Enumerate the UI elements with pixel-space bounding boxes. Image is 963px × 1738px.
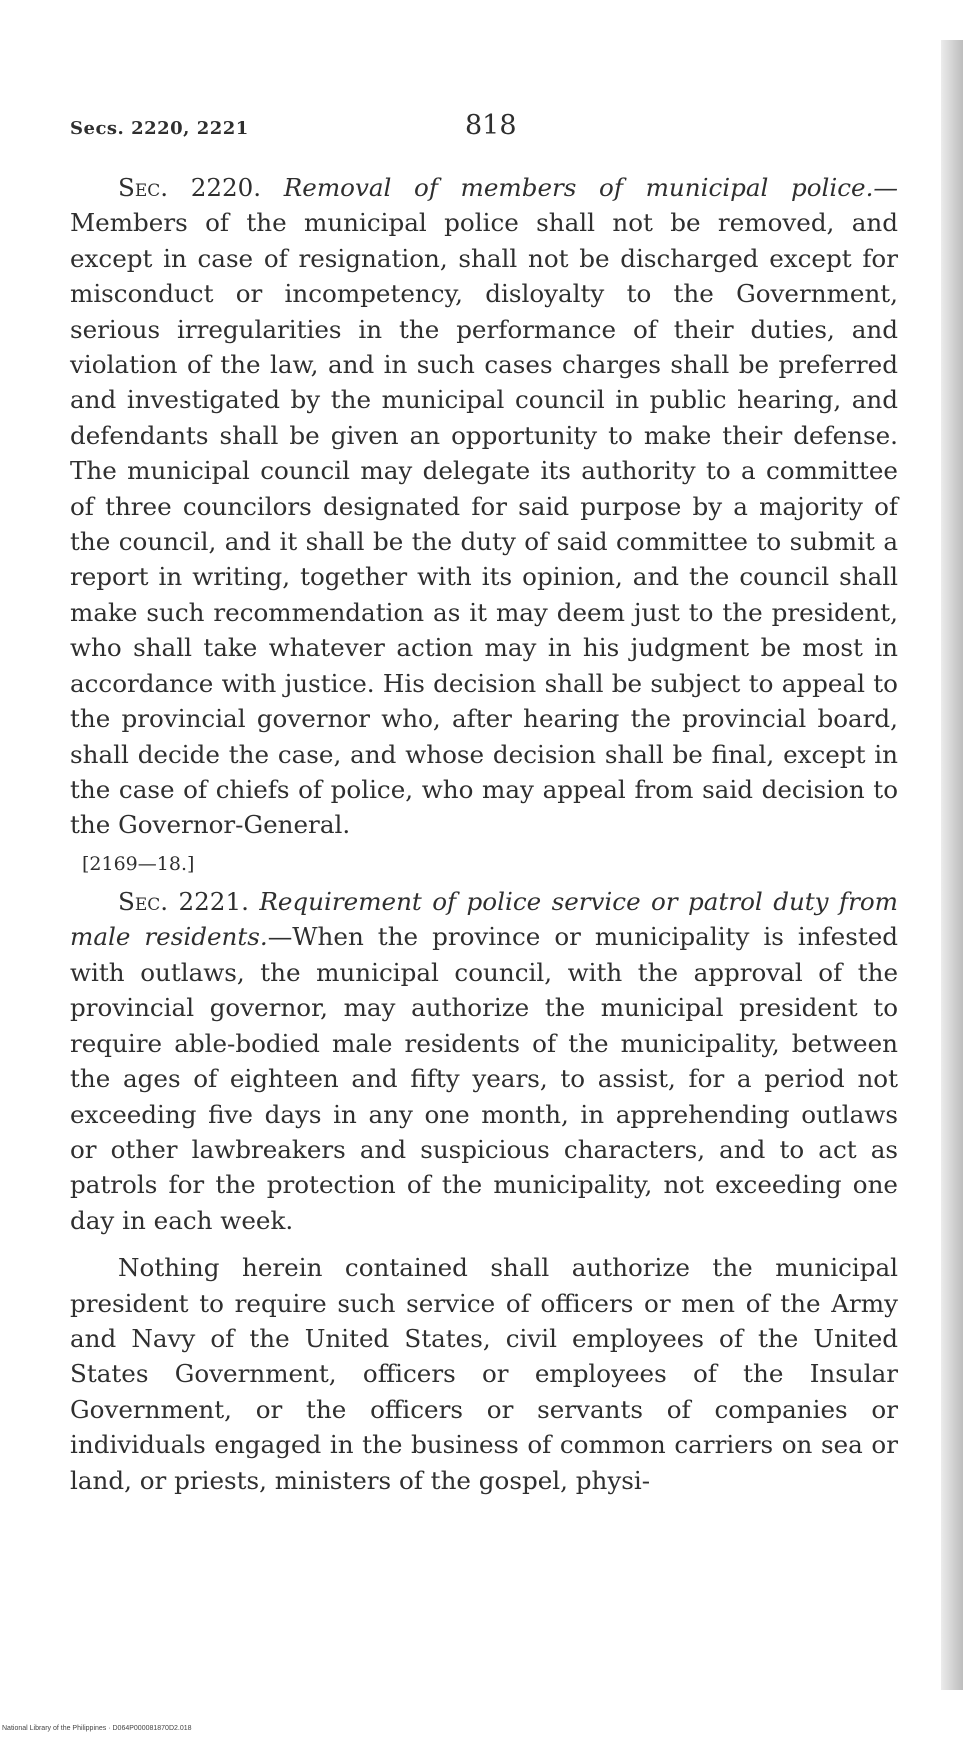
section-body: —When the province or municipality is infested with outlaws, the municipal council, with the approval of the provincial governor, may authorize the municipal president to require able-bodied male residents of the municipality, between the ages of eighteen and fifty years, to assist, for a period not exceeding five days in any one month, in apprehending outlaws or other lawbreakers and suspicious characters, and to act as patrols for the protection of the municipality, not exceeding one day in each week. — [70, 922, 899, 1235]
section-2221 — [70, 884, 898, 1238]
page-content — [70, 170, 898, 1498]
section-body: Members of the municipal police shall not be removed, and except in case of resignation, shall not be discharged except for misconduct or incompetency, disloyalty to the Government, serious irregularities in the performance of their duties, and violation of the law, and in such cases charges shall be preferred and investigated by the municipal council in public hearing, and defendants shall be given an opportunity to make their defense. The municipal council may delegate its authority to a committee of three councilors designated for said purpose by a majority of the council, and it shall be the duty of said committee to submit a report in writing, together with its opinion, and the council shall make such recommendation as it may deem just to the president, who shall take whatever action may in his judgment be most in accordance with justice. His decision shall be subject to appeal to the provincial governor who, after hearing the provincial board, shall decide the case, and whose decision shall be final, except in the case of chiefs of police, who may appeal from said decision to the Governor-General. — [70, 208, 898, 840]
citation: [2169—18.] — [82, 852, 195, 875]
section-2220 — [70, 170, 898, 843]
page-number: 818 — [465, 110, 517, 141]
body-paragraph: Nothing herein contained shall authorize the municipal president to require such service of officers or men of the Army and Navy of the United States, civil employees of the United States Government, officers or employees of the Insular Government, or the officers or servants of companies or individuals engaged in the business of common carriers on sea or land, or priests, ministers of the gospel, physi- — [70, 1253, 898, 1495]
section-label: Sec. 2220. — [118, 173, 262, 202]
page-edge — [941, 40, 963, 1690]
scan-footer: National Library of the Philippines · D064P000081870D2.018 — [2, 1725, 192, 1732]
section-heading: Removal of members of municipal police.— — [283, 173, 899, 202]
section-heading: Requirement of police service or patrol duty from male residents. — [70, 887, 898, 952]
page-header — [70, 110, 900, 150]
section-label: Sec. 2221. — [118, 887, 249, 917]
section-reference: Secs. 2220, 2221 — [70, 118, 249, 139]
